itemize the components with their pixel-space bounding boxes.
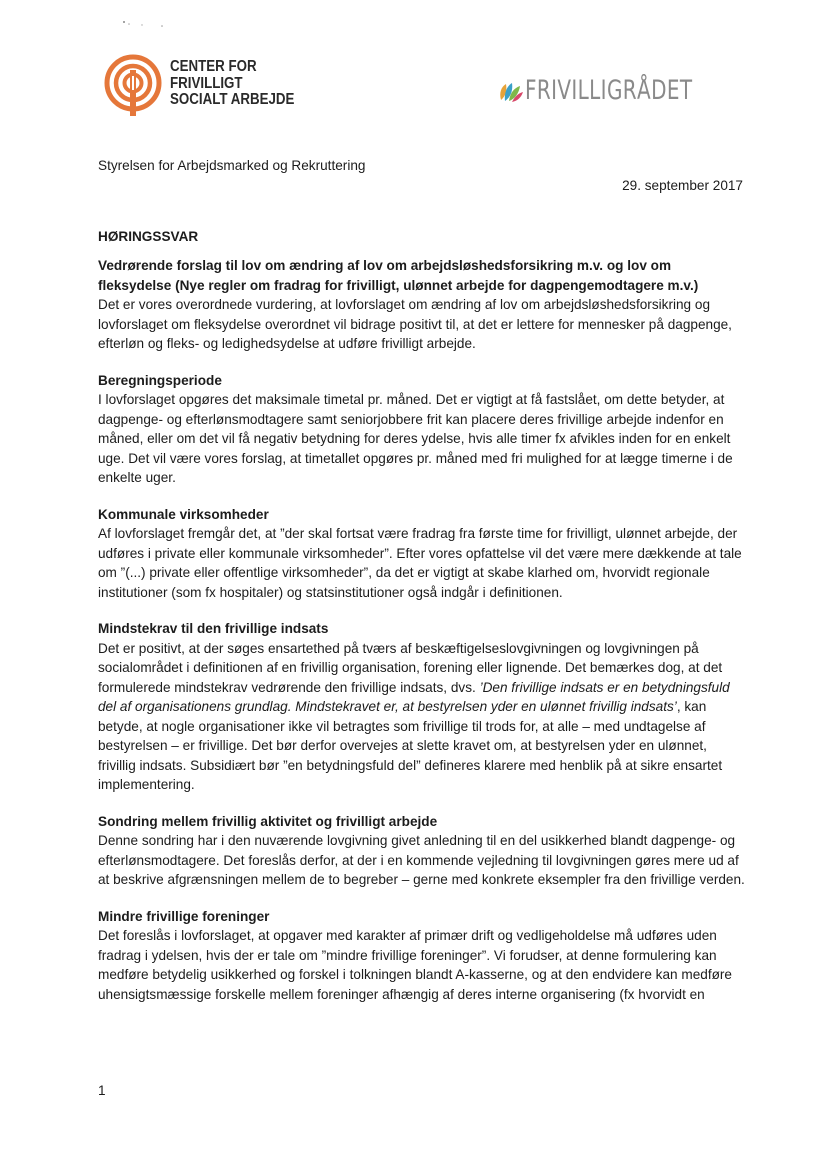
section-mindstekrav [98,619,748,795]
letter-date: 29. september 2017 [622,178,743,193]
section-sondring [98,812,748,890]
cfsa-logo-line-1: CENTER FOR [170,58,257,75]
section-body-text: Det er positivt, at der søges ensartethed på tværs af beskæftigelseslovgivningen og lovgivningen på socialområdet i definitionen af en frivillig organisation, forening eller lignende. Det bemærkes dog, at det formulerede mindstekrav vedrørende den frivillige indsats, dvs. [98,640,723,695]
section-beregningsperiode [98,371,748,488]
subject-line: Vedrørende forslag til lov om ændring af lov om arbejdsløshedsforsikring m.v. og lov om fleksydelse (Nye regler om fradrag for frivilligt, ulønnet arbejde for dagpengemodtagere m.v.) [98,258,699,293]
section-heading: Kommunale virksomheder [98,506,269,522]
section-body [98,639,748,795]
section-heading: Beregningsperiode [98,372,222,388]
section-heading: Mindstekrav til den frivillige indsats [98,621,329,636]
section-heading: Sondring mellem frivillig aktivitet og frivilligt arbejde [98,813,438,829]
frivilligraadet-logo [498,76,748,110]
recipient: Styrelsen for Arbejdsmarked og Rekruttering [98,158,366,173]
section-kommunale-virksomheder [98,505,748,603]
cfsa-logo [104,54,294,124]
frivilligraadet-leaves-icon [498,78,524,104]
page-number: 1 [98,1083,106,1098]
section-heading: Mindre frivillige foreninger [98,908,270,924]
document-title: HØRINGSSVAR [98,229,199,244]
section-body: Af lovforslaget fremgår det, at ”der skal fortsat være fradrag fra første time for frivilligt, ulønnet arbejde, der udføres i private eller kommunale virksomheder”. Efter vores opfattelse vil det være mere dækkende at tale om ”(...) private eller offentlige virksomheder”, da det er vigtigt at skabe klarhed om, hvorvidt regionale institutioner (som fx hospitaler) og statsinstitutioner også indgår i definitionen. [98,526,742,600]
intro-paragraph: Det er vores overordnede vurdering, at lovforslaget om ændring af lov om arbejdsløshedsforsikring og lovforslaget om fleksydelse overordnet vil bidrage positivt til, at det er lettere for mennesker på dagpenge, efterløn og fleks- og ledighedsydelse at udføre frivilligt arbejde. [98,297,732,351]
section-body: I lovforslaget opgøres det maksimale timetal pr. måned. Det er vigtigt at få fastslået, om dette betyder, at dagpenge- og efterlønsmodtagere samt seniorjobbere frit kan placere deres frivillige arbejde indenfor en måned, eller om det vil få negativ betydning for deres ydelse, hvis alle timer fx afvikles inden for en enkelt uge. Det vil være vores forslag, at timetallet opgøres pr. måned med fri mulighed for at lægge timerne i de enkelte uger. [98,392,733,485]
section-body: Denne sondring har i den nuværende lovgivning givet anledning til en del usikkerhed blandt dagpenge- og efterlønsmodtagere. Det foreslås derfor, at der i en kommende vejledning til lovgivningen gøres mere ud af at beskrive afgrænsningen mellem de to begreber – gerne med konkrete eksempler fra den frivillige verden. [98,833,745,887]
section-body-quote: ’Den frivillige indsats er en betydningsfuld del af organisationens grundlag. Mindstekravet er, at bestyrelsen yder en ulønnet frivillig indsats’ [98,679,730,714]
cfsa-logo-line-3: SOCIALT ARBEJDE [170,91,295,108]
section-body: Det foreslås i lovforslaget, at opgaver med karakter af primær drift og vedligeholdelse må udføres uden fradrag i ydelsen, hvis der er tale om ”mindre frivillige foreninger”. Vi forudser, at denne formulering kan medføre betydelig usikkerhed og forskel i tolkningen blandt A-kasserne, og at den endvidere kan medføre uhensigtsmæssige forskelle mellem foreninger afhængig af deres interne organisering (fx hvorvidt en [98,928,732,1002]
frivilligraadet-logo-text: FRIVILLIGRÅDET [525,75,693,106]
section-mindre-foreninger [98,907,748,1005]
section-body-text: , kan betyde, at nogle organisationer ikke vil betragtes som frivillige til trods for, at alle – med undtagelse af bestyrelsen – er frivillige. Det bør derfor overvejes at slette kravet om, at bestyrelsen yder en ulønnet, frivillig indsats. Subsidiært bør ”en betydningsfuld del” defineres klarere med henblik på at sikre ensartet implementering. [98,699,723,792]
scan-artifact [120,18,180,28]
cfsa-logo-line-2: FRIVILLIGT [170,74,243,92]
letter-body [98,256,748,1004]
cfsa-logo-text [170,59,294,109]
cfsa-logo-mark-icon [104,54,162,116]
